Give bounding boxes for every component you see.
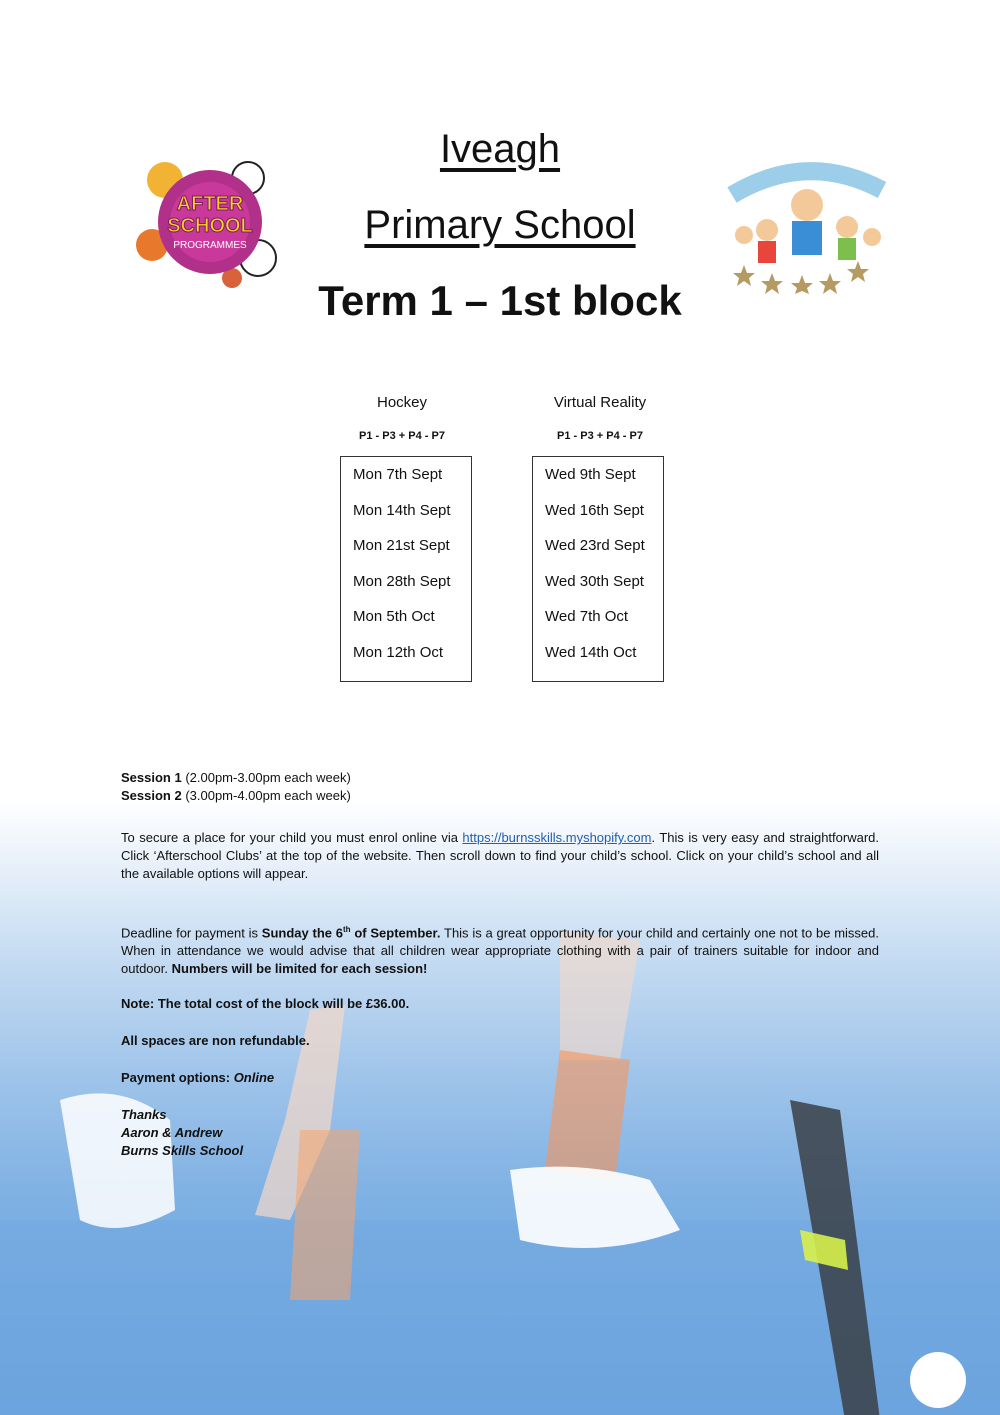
deadline-date-suffix: th [343, 925, 351, 934]
school-name-line2: Primary School [364, 203, 636, 247]
signoff-names: Aaron & Andrew [121, 1125, 223, 1140]
svg-text:SCHOOL: SCHOOL [167, 215, 253, 237]
hockey-date: Mon 12th Oct [353, 643, 444, 661]
vr-date: Wed 7th Oct [545, 608, 629, 625]
signoff-organisation: Burns Skills School [121, 1143, 244, 1158]
session-2-time: (3.00pm-4.00pm each week) [181, 788, 351, 803]
refund-note: All spaces are non refundable. [121, 1033, 310, 1048]
signoff-thanks: Thanks [121, 1107, 167, 1122]
deadline-date: Sunday the 6 [261, 925, 344, 941]
svg-text:PROGRAMMES: PROGRAMMES [173, 240, 247, 251]
hockey-date: Mon 28th Sept [353, 572, 451, 590]
hockey-date: Mon 21st Sept [353, 537, 450, 554]
payment-options-value: Online [233, 1070, 275, 1085]
vr-date: Wed 9th Sept [545, 466, 636, 483]
vr-dates-box [532, 456, 664, 682]
hockey-dates-box [340, 456, 472, 682]
session-1-time: (2.00pm-3.00pm each week) [181, 770, 351, 785]
deadline-text-middle: This is a great opportunity for your child and certainly one not to be missed. When in attendance we would advise that all children wear appropriate clothing with a pair of trainers suitable for indoor and outdoor. [121, 925, 879, 977]
school-name-line1: Iveagh [439, 127, 561, 171]
deadline-text-before: Deadline for payment is [121, 925, 262, 941]
hockey-title: Hockey [376, 394, 428, 411]
vr-title: Virtual Reality [553, 394, 647, 411]
hockey-date: Mon 14th Sept [353, 501, 451, 519]
enrol-text-before: To secure a place for your child you must enrol online via [121, 830, 463, 845]
cost-note: Note: The total cost of the block will be £36.00. [121, 996, 410, 1011]
payment-options-label: Payment options: [121, 1070, 234, 1085]
vr-date: Wed 30th Sept [545, 572, 644, 590]
deadline-paragraph [121, 921, 879, 978]
hockey-date: Mon 7th Sept [353, 466, 443, 483]
session-1-label: Session 1 [121, 770, 182, 785]
vr-date: Wed 16th Sept [545, 501, 644, 519]
hockey-date: Mon 5th Oct [353, 608, 435, 625]
shop-link[interactable]: https://burnsskills.myshopify.com [462, 830, 652, 845]
session-2 [121, 787, 879, 805]
payment-options [121, 1069, 879, 1087]
numbers-limited-note: Numbers will be limited for each session! [171, 961, 428, 977]
session-times [121, 769, 879, 805]
vr-groups: P1 - P3 + P4 - P7 [557, 430, 643, 442]
vr-date: Wed 14th Oct [545, 643, 637, 661]
svg-text:AFTER: AFTER [176, 193, 244, 215]
enrol-text-after: . This is very easy and straightforward. Click ‘Afterschool Clubs’ at the top of the website. Then scroll down to find your child’s school. Click on your child’s school and all the available options will appear. [121, 830, 879, 881]
deadline-month: of September. [350, 925, 441, 941]
session-2-label: Session 2 [121, 788, 182, 803]
signoff [121, 1106, 879, 1160]
vr-date: Wed 23rd Sept [545, 537, 645, 554]
session-1 [121, 769, 879, 787]
enrol-paragraph [121, 829, 879, 883]
term-title: Term 1 – 1st block [318, 277, 682, 324]
hockey-groups: P1 - P3 + P4 - P7 [359, 430, 445, 442]
